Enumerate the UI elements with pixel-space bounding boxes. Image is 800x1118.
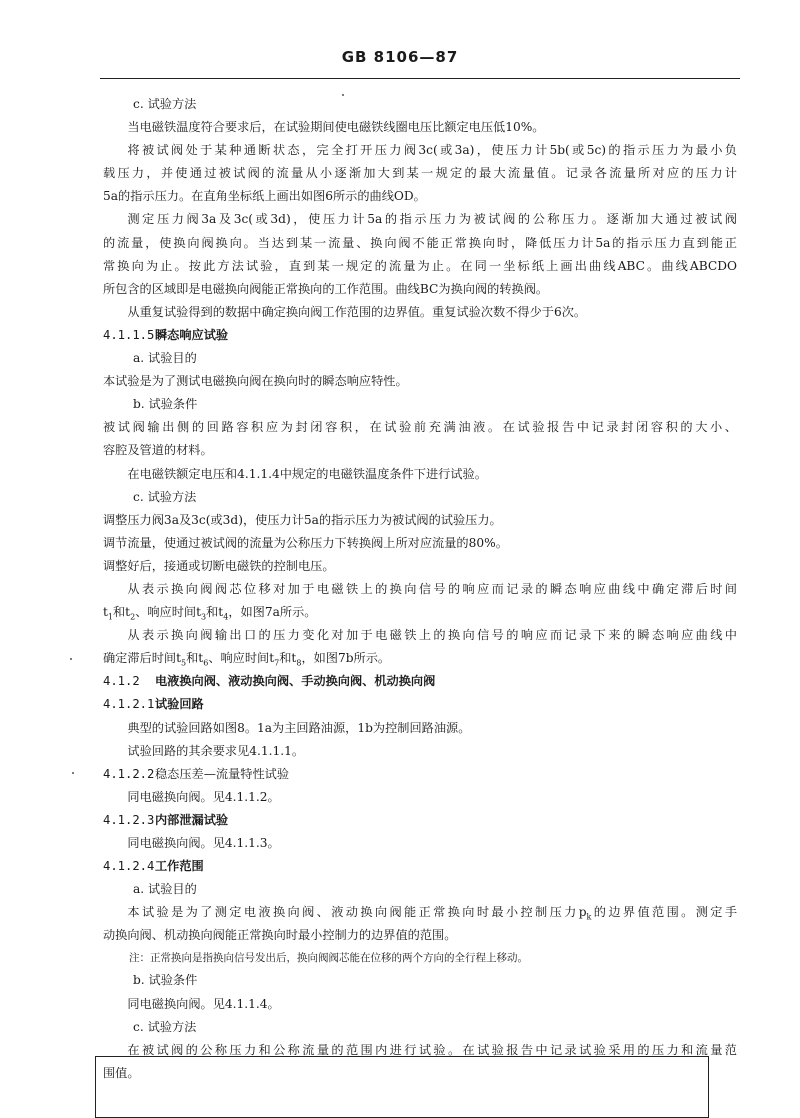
line-text: b. 试验条件 — [133, 397, 198, 412]
section-number: 4.1.2 — [103, 674, 140, 689]
line-text: 调整好后，接通或切断电磁铁的控制电压。 — [103, 558, 335, 573]
scan-speck — [70, 658, 72, 660]
text-line — [103, 555, 737, 578]
line-text: 瞬态响应试验 — [155, 327, 229, 342]
text-line — [103, 416, 737, 439]
text-line — [103, 255, 737, 278]
text-line — [103, 624, 737, 647]
line-text: 当电磁铁温度符合要求后，在试验期间使电磁铁线圈电压比额定电压低10%。 — [127, 120, 545, 135]
line-text: 本试验是为了测定电液换向阀、液动换向阀能正常换向时最小控制压力$p_k$的边界值范围。测定手 — [127, 905, 737, 922]
line-text: 试验回路 — [155, 697, 204, 712]
text-line — [103, 647, 737, 670]
line-text: 内部泄漏试验 — [155, 812, 229, 827]
text-line — [103, 993, 737, 1016]
text-line — [103, 786, 737, 809]
text-line — [103, 232, 737, 255]
text-line — [103, 601, 737, 624]
line-text: 同电磁换向阀。见4.1.1.4。 — [127, 996, 280, 1011]
line-text: 同电磁换向阀。见4.1.1.3。 — [127, 836, 280, 850]
text-line — [103, 463, 737, 486]
note-line — [103, 947, 737, 969]
line-text: 围值。 — [103, 1065, 140, 1080]
line-text: 在电磁铁额定电压和4.1.1.4中规定的电磁铁温度条件下进行试验。 — [127, 466, 487, 481]
line-text: 载压力，并使通过被试阀的流量从小逐渐加大到某一规定的最大流量值。记录各流量所对应的压力计 — [103, 166, 737, 181]
line-text: c. 试验方法 — [133, 1019, 197, 1034]
page-header: GB 8106—87 — [341, 48, 459, 66]
line-text: 本试验是为了测试电磁换向阀在换向时的瞬态响应特性。 — [103, 374, 408, 389]
text-line — [103, 370, 737, 393]
text-line — [103, 578, 737, 601]
section-number: 4.1.2.1 — [103, 697, 155, 712]
text-line — [103, 278, 737, 301]
line-text: 从重复试验得到的数据中确定换向阀工作范围的边界值。重复试验次数不得少于6次。 — [127, 304, 587, 319]
line-text: 从表示换向阀阀芯位移对加于电磁铁上的换向信号的响应而记录的瞬态响应曲线中确定滞后时间 — [127, 581, 737, 596]
text-line — [103, 185, 737, 208]
text-line — [103, 717, 737, 740]
scan-speck — [342, 94, 344, 96]
line-text: 调整压力阀3a及3c(或3d)，使压力计5a的指示压力为被试阀的试验压力。 — [103, 512, 502, 527]
scan-speck — [72, 772, 74, 774]
section-heading — [103, 763, 737, 786]
text-line — [103, 139, 737, 162]
line-text: 在被试阀的公称压力和公称流量的范围内进行试验。在试验报告中记录试验采用的压力和流量范 — [127, 1042, 737, 1057]
line-text: 5a的指示压力。在直角坐标纸上画出如图6所示的曲线OD。 — [103, 189, 426, 204]
section-number: 4.1.2.2 — [103, 766, 155, 781]
section-number: 4.1.2.3 — [103, 812, 155, 827]
text-line — [103, 116, 737, 139]
line-text: a. 试验目的 — [133, 351, 197, 366]
text-line — [103, 347, 737, 370]
text-line — [103, 924, 737, 947]
text-line — [103, 486, 737, 509]
text-line — [103, 740, 737, 763]
footer-box — [95, 1056, 709, 1118]
line-text: 所包含的区域即是电磁换向阀能正常换向的工作范围。曲线BC为换向阀的转换阀。 — [103, 281, 549, 296]
line-text: 稳态压差—流量特性试验 — [155, 766, 290, 781]
line-text: 从表示换向阀输出口的压力变化对加于电磁铁上的换向信号的响应而记录下来的瞬态响应曲线中 — [127, 628, 737, 643]
line-text: 电液换向阀、液动换向阀、手动换向阀、机动换向阀 — [155, 674, 436, 689]
line-text: b. 试验条件 — [133, 973, 198, 988]
line-text: 将被试阀处于某种通断状态，完全打开压力阀3c(或3a)，使压力计5b(或5c)的指示压力为最小负 — [127, 143, 737, 158]
line-text: 被试阀输出侧的回路容积应为封闭容积，在试验前充满油液。在试验报告中记录封闭容积的大小、 — [103, 420, 737, 435]
text-line — [103, 93, 737, 116]
line-text: 试验回路的其余要求见4.1.1.1。 — [127, 743, 305, 758]
text-line — [103, 832, 737, 855]
line-text: 测定压力阀3a及3c(或3d)，使压力计5a的指示压力为被试阀的公称压力。逐渐加大通过被试阀 — [127, 212, 737, 227]
text-line — [103, 878, 737, 901]
line-text: 常换向为止。按此方法试验，直到某一规定的流量为止。在同一坐标纸上画出曲线ABC。曲线ABCDO — [103, 258, 737, 273]
section-heading — [103, 693, 737, 716]
text-line — [103, 1016, 737, 1039]
text-line — [103, 509, 737, 532]
line-text: 工作范围 — [155, 859, 204, 874]
line-text: 调节流量，使通过被试阀的流量为公称压力下转换阀上所对应流量的80%。 — [103, 535, 508, 550]
line-text: 典型的试验回路如图8。1a为主回路油源，1b为控制回路油源。 — [127, 720, 471, 735]
section-heading — [103, 324, 737, 347]
text-line — [103, 301, 737, 324]
section-number: 4.1.1.5 — [103, 327, 155, 342]
text-line — [103, 439, 737, 462]
line-text: 同电磁换向阀。见4.1.1.2。 — [127, 789, 280, 804]
line-text: c. 试验方法 — [133, 97, 197, 111]
document-body — [103, 93, 737, 1085]
line-text: 的流量，使换向阀换向。当达到某一流量、换向阀不能正常换向时，降低压力计5a的指示压力直到能正 — [103, 235, 737, 250]
text-line — [103, 969, 737, 992]
line-text: a. 试验目的 — [133, 882, 197, 897]
header-rule — [100, 78, 740, 79]
text-line — [103, 208, 737, 231]
section-number: 4.1.2.4 — [103, 859, 155, 874]
section-heading — [103, 855, 737, 878]
text-line — [103, 162, 737, 185]
section-heading — [103, 809, 737, 832]
line-text: 容腔及管道的材料。 — [103, 443, 213, 458]
line-text: 确定滞后时间$t_5$和$t_6$、响应时间$t_7$和$t_8$，如图7b所示。 — [103, 651, 391, 668]
text-line — [103, 901, 737, 924]
line-text: c. 试验方法 — [133, 489, 197, 504]
section-heading — [103, 670, 737, 693]
text-line — [103, 393, 737, 416]
line-text: $t_1$和$t_2$、响应时间$t_3$和$t_4$，如图7a所示。 — [103, 605, 317, 622]
line-text: 注：正常换向是指换向信号发出后，换向阀阀芯能在位移的两个方向的全行程上移动。 — [129, 952, 528, 965]
line-text: 动换向阀、机动换向阀能正常换向时最小控制力的边界值的范围。 — [103, 928, 457, 943]
text-line — [103, 532, 737, 555]
